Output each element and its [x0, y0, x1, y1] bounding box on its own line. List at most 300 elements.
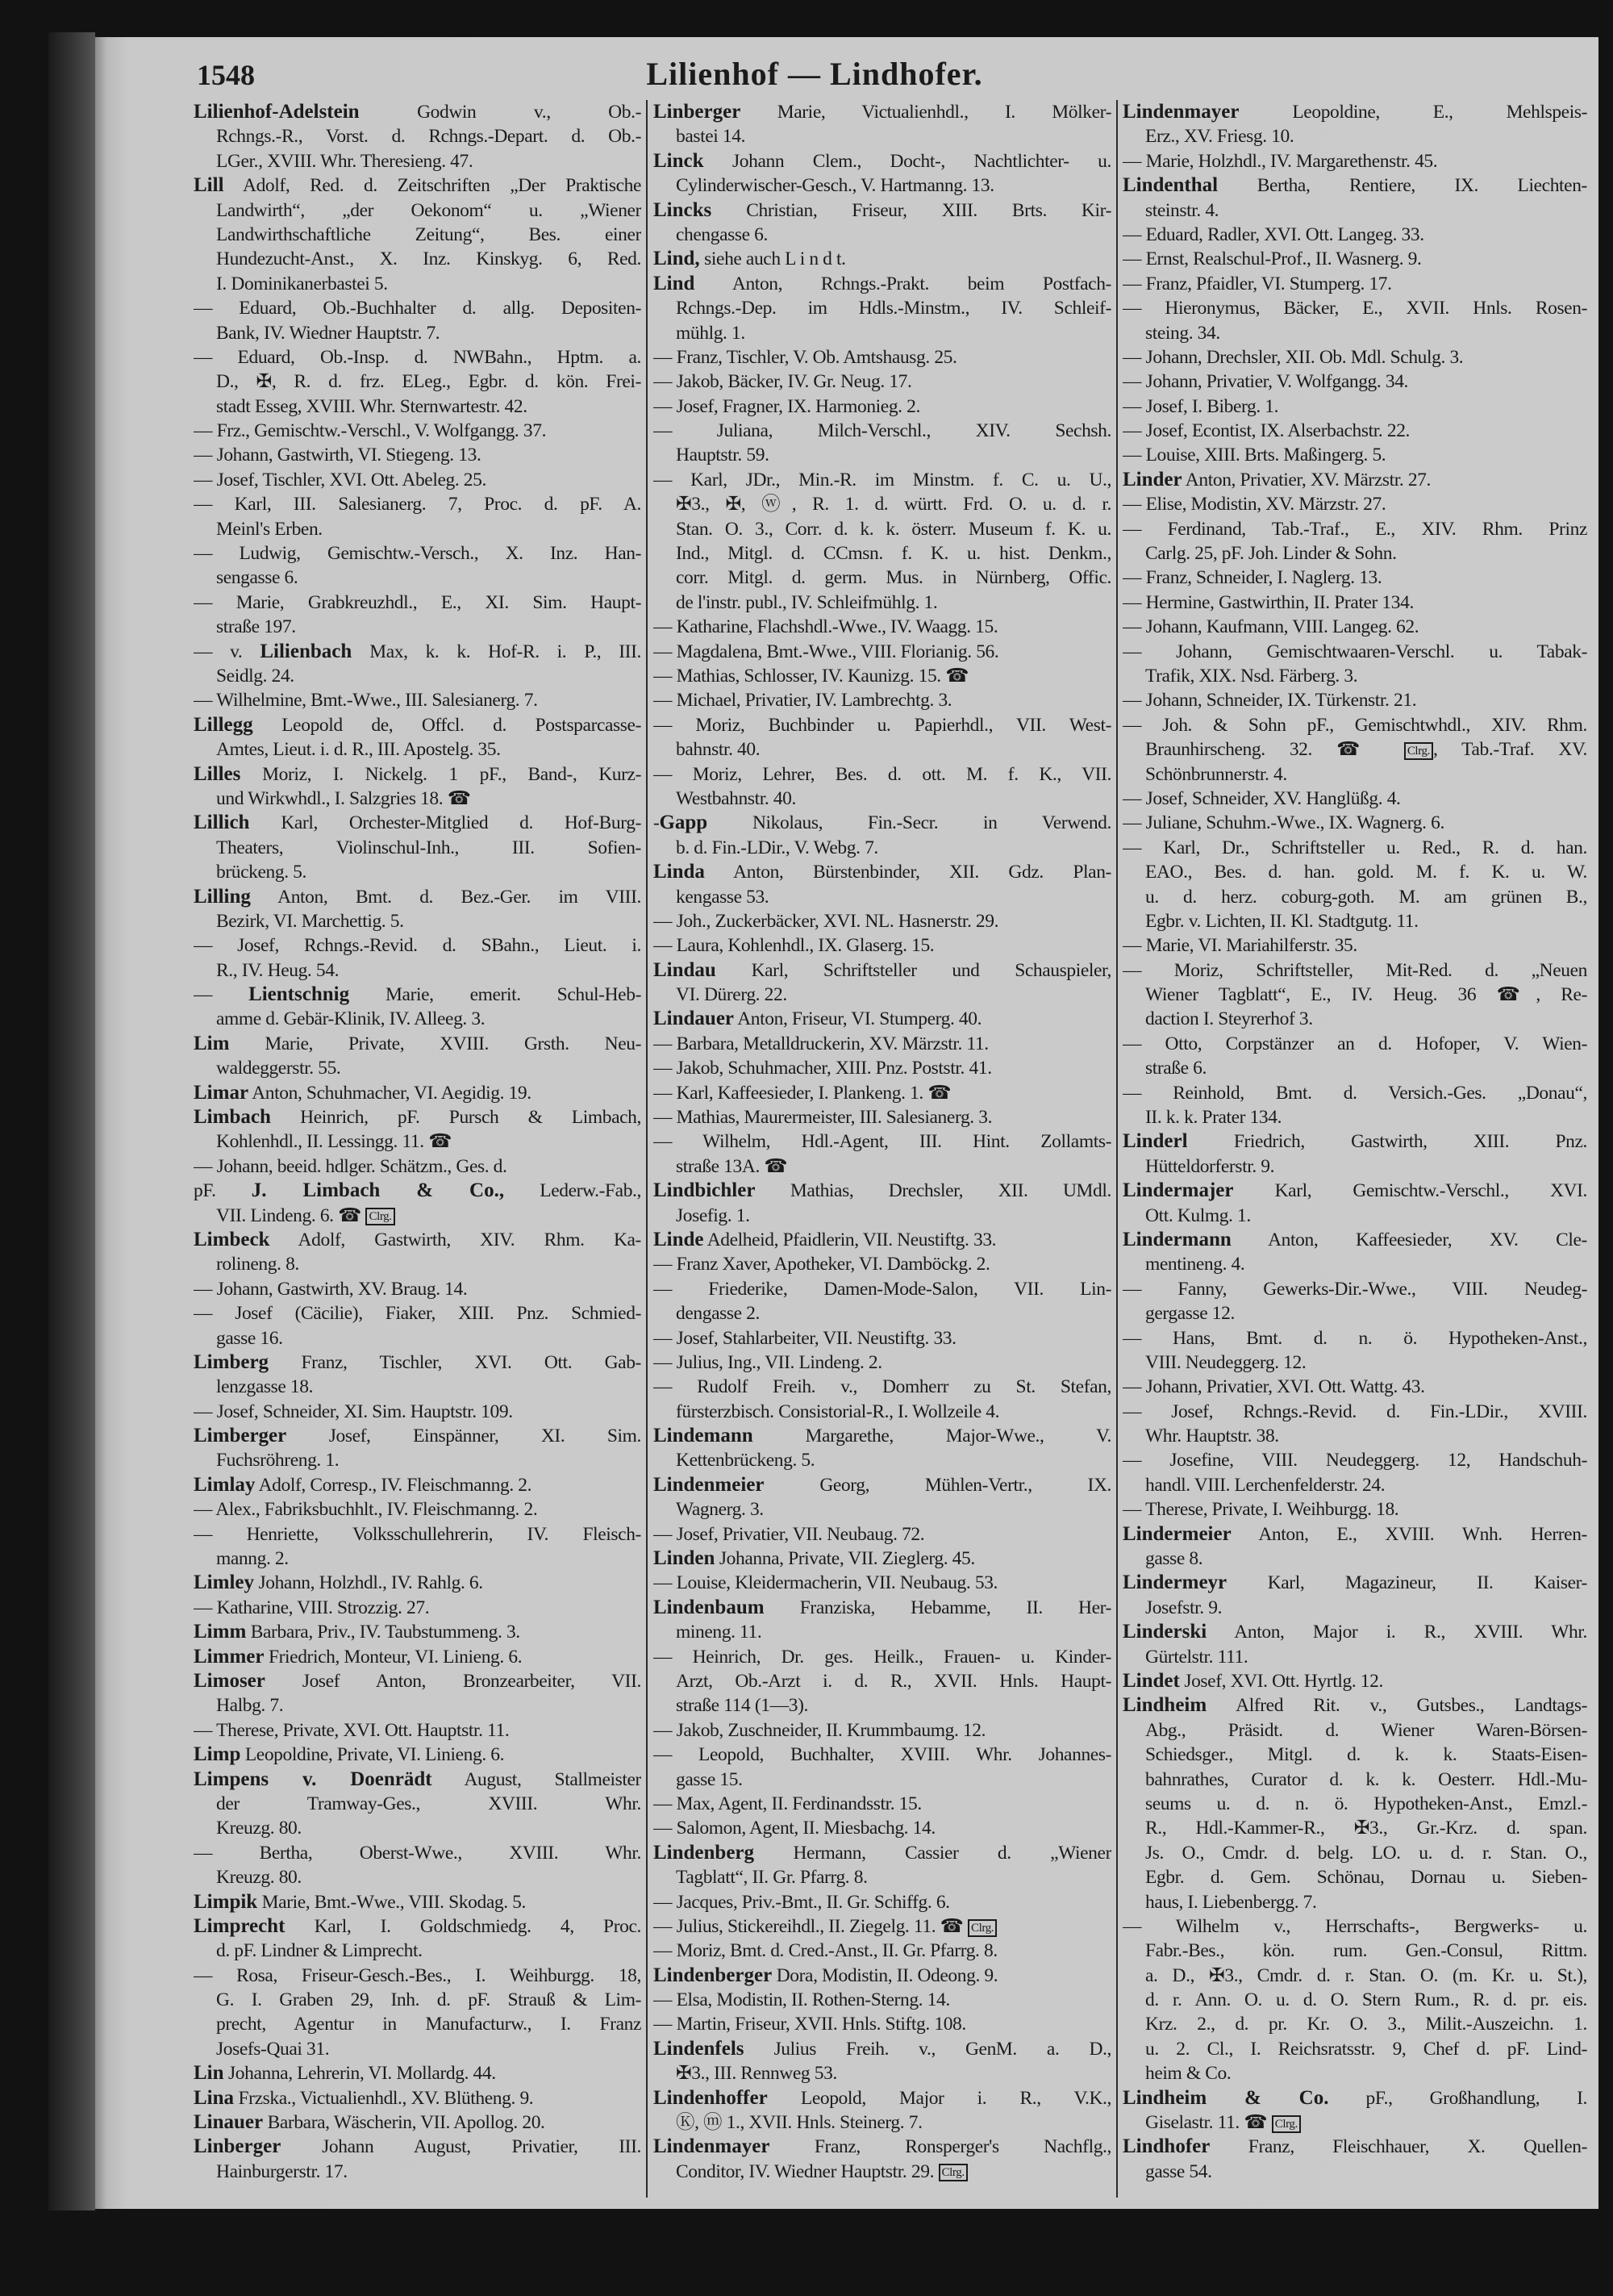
entry-line: — Louise, XIII. Brts. Maßingerg. 5.: [1123, 445, 1386, 466]
entry-line: [1123, 173, 1587, 198]
entry-line: [653, 1228, 1111, 1252]
entry-line: [194, 713, 641, 737]
column-divider: [646, 100, 648, 2198]
column-3: [1123, 100, 1587, 2184]
entry-continuation-line: bastei 14.: [676, 126, 746, 148]
column-divider: [1116, 100, 1118, 2198]
entry-name: Limpik: [194, 1890, 258, 1913]
entry-continuation-line: Arzt, Ob.-Arzt i. d. R., XVII. Hnls. Haupt-: [676, 1671, 1111, 1692]
entry-continuation-line: rolineng. 8.: [216, 1254, 299, 1275]
entry-text: Dora, Modistin, II. Odeong. 9.: [772, 1964, 998, 1986]
entry-continuation-line: Bank, IV. Wiedner Hauptstr. 7.: [216, 322, 440, 344]
entry-continuation-line: Fuchsröhreng. 1.: [216, 1450, 340, 1472]
entry-text: Marie, Private, XVIII. Grsth. Neu-: [229, 1033, 641, 1054]
entry-text: Georg, Mühlen-Vertr., IX.: [764, 1474, 1111, 1496]
entry-continuation-line: Wiener Tagblatt“, E., IV. Heug. 36 ☎, Re-: [1145, 984, 1587, 1006]
entry-line: — Katharine, Flachshdl.-Wwe., IV. Waagg. 15.: [653, 616, 998, 638]
entry-line: [194, 1743, 641, 1767]
entry-line: — Heinrich, Dr. ges. Heilk., Frauen- u. Kinder-: [653, 1646, 1111, 1668]
entry-line: [194, 885, 641, 909]
entry-name: Lim: [194, 1032, 230, 1054]
entry-continuation-line: und Wirkwhdl., I. Salzgries 18. ☎: [216, 787, 471, 809]
entry-continuation-line: Hainburgerstr. 17.: [216, 2160, 348, 2182]
column-1: [194, 100, 641, 2184]
entry-line: — Johann, Schneider, IX. Türkenstr. 21.: [1123, 690, 1417, 712]
entry-continuation-line: handl. VIII. Lerchenfelderstr. 24.: [1145, 1474, 1386, 1496]
entry-continuation-line: bahnstr. 40.: [676, 739, 761, 761]
entry-line: [653, 1547, 1111, 1571]
entry-line: [1123, 1620, 1587, 1644]
entry-continuation-line: Carlg. 25, pF. Joh. Linder & Sohn.: [1145, 543, 1397, 565]
entry-line: — Josef, Econtist, IX. Alserbachstr. 22.: [1123, 420, 1411, 442]
entry-line: [1123, 468, 1587, 492]
entry-line: [194, 762, 641, 787]
entry-continuation-line: Whr. Hauptstr. 38.: [1145, 1426, 1279, 1447]
entry-continuation-line: R., Hdl.-Kammer-R., ✠3., Gr.-Krz. d. span.: [1145, 1818, 1587, 1839]
entry-line: — Alex., Fabriksbuchhlt., IV. Fleischmanng. 2.: [194, 1499, 538, 1521]
entry-continuation-line: gasse 16.: [216, 1327, 283, 1349]
entry-name: Lindermeier: [1123, 1522, 1232, 1545]
entry-line: [653, 1007, 1111, 1031]
entry-line: — Julius, Stickereihdl., II. Ziegelg. 11. ☎ Clrg.: [653, 1914, 1111, 1939]
entry-line: — Johann, Gastwirth, VI. Stiegeng. 13.: [194, 445, 481, 466]
entry-text: Johann August, Privatier, III.: [281, 2136, 641, 2158]
entry-text: Leopold de, Offcl. d. Postsparcasse-: [252, 714, 641, 736]
entry-line: [194, 1424, 641, 1448]
entry-line: [194, 1179, 641, 1203]
entry-name: Lindenmayer: [653, 2135, 770, 2158]
entry-line: [194, 173, 641, 198]
entry-name: Linden: [653, 1547, 715, 1570]
entry-text: Franz, Ronsperger's Nachflg.,: [769, 2136, 1111, 2158]
entry-name: Lin: [194, 2062, 224, 2085]
entry-text: Anton, Privatier, XV. Märzstr. 27.: [1182, 469, 1432, 491]
entry-line: — Therese, Private, I. Weihburgg. 18.: [1123, 1499, 1399, 1521]
entry-line: [653, 811, 1111, 835]
entry-text: Johann, Holzhdl., IV. Rahlg. 6.: [254, 1572, 483, 1594]
entry-name: Lindenbaum: [653, 1596, 765, 1618]
entry-continuation-line: a. D., ✠3., Cmdr. d. r. Stan. O. (m. Kr. u. St.),: [1145, 1964, 1587, 1986]
entry-continuation-line: Hauptstr. 59.: [676, 445, 769, 466]
entry-line: — Hieronymus, Bäcker, E., XVII. Hnls. Rosen-: [1123, 298, 1587, 319]
entry-name: Limlay: [194, 1473, 256, 1496]
entry-text: Max, k. k. Hof-R. i. P., III.: [352, 641, 641, 662]
entry-text: Karl, Magazineur, II. Kaiser-: [1227, 1572, 1587, 1594]
entry-continuation-line: VIII. Neudeggerg. 12.: [1145, 1351, 1307, 1373]
clearing-badge: Clrg.: [1272, 2115, 1301, 2133]
entry-continuation-line: straße 13A. ☎: [676, 1155, 788, 1177]
entry-line: — Marie, VI. Mariahilferstr. 35.: [1123, 935, 1357, 957]
entry-continuation-line: Landwirth“, „der Oekonom“ u. „Wiener: [216, 199, 641, 221]
entry-name: Lindenmeier: [653, 1473, 765, 1496]
entry-continuation-line: b. d. Fin.-LDir., V. Webg. 7.: [676, 837, 878, 858]
entry-line: [1123, 1571, 1587, 1595]
entry-line: [653, 1179, 1111, 1203]
entry-text: Hermann, Cassier d. „Wiener: [754, 1842, 1111, 1864]
entry-continuation-line: Gürtelstr. 111.: [1145, 1646, 1248, 1668]
entry-continuation-line: Kreuzg. 80.: [216, 1818, 302, 1839]
entry-name: Lilienbach: [260, 640, 352, 662]
entry-line: — Franz, Pfaidler, VI. Stumperg. 17.: [1123, 273, 1392, 294]
entry-text: Friedrich, Gastwirth, XIII. Pnz.: [1187, 1131, 1587, 1153]
entry-continuation-line: Rchngs.-Dep. im Hdls.-Minstm., IV. Schleif-: [676, 298, 1111, 319]
entry-name: Lindauer: [653, 1008, 735, 1030]
entry-line: [194, 1768, 641, 1792]
entry-name: Lindau: [653, 958, 716, 981]
entry-continuation-line: der Tramway-Ges., XVIII. Whr.: [216, 1793, 641, 1814]
entry-name: Limpens v. Doenrädt: [194, 1768, 432, 1790]
entry-text: Marie, Bmt.-Wwe., VIII. Skodag. 5.: [257, 1891, 526, 1913]
entry-line: — Juliana, Milch-Verschl., XIV. Sechsh.: [653, 420, 1111, 442]
entry-line: — Karl, Kaffeesieder, I. Plankeng. 1. ☎: [653, 1082, 952, 1104]
entry-line: — Johann, Gemischtwaaren-Verschl. u. Tabak-: [1123, 641, 1587, 662]
entry-name: Lilienhof-Adelstein: [194, 101, 360, 123]
entry-continuation-line: Amtes, Lieut. i. d. R., III. Apostelg. 35.: [216, 739, 501, 761]
entry-continuation-line: steing. 34.: [1145, 322, 1220, 344]
entry-continuation-line: haus, I. Liebenbergg. 7.: [1145, 1891, 1317, 1913]
clearing-badge: Clrg.: [968, 1919, 997, 1937]
entry-line: [653, 198, 1111, 223]
entry-continuation-line: mühlg. 1.: [676, 322, 745, 344]
entry-name: Lindenberg: [653, 1841, 755, 1864]
entry-line: [194, 1350, 641, 1375]
entry-text: siehe auch L i n d t.: [699, 248, 846, 270]
entry-continuation-line: Hundezucht-Anst., X. Inz. Kinskyg. 6, Red.: [216, 248, 641, 270]
entry-line: [1123, 1669, 1587, 1693]
entry-line: [194, 2135, 641, 2159]
entry-text: Nikolaus, Fin.-Secr. in Verwend.: [707, 812, 1111, 834]
entry-line: — Max, Agent, II. Ferdinandsstr. 15.: [653, 1793, 922, 1814]
entry-line: — Marie, Holzhdl., IV. Margarethenstr. 45.: [1123, 150, 1438, 172]
entry-continuation-line: stadt Esseg, XVIII. Whr. Sternwartestr. 42.: [216, 395, 527, 417]
entry-name: Limberg: [194, 1350, 269, 1373]
page-title: Lilienhof — Lindhofer.: [646, 56, 983, 92]
entry-name: Limp: [194, 1743, 241, 1766]
entry-continuation-line: dengasse 2.: [676, 1303, 760, 1325]
entry-text: Moriz, I. Nickelg. 1 pF., Band-, Kurz-: [240, 763, 641, 785]
entry-line: — Louise, Kleidermacherin, VII. Neubaug. 53.: [653, 1572, 998, 1594]
entry-continuation-line: Ⓚ, ⓜ 1., XVII. Hnls. Steinerg. 7.: [676, 2112, 923, 2134]
entry-continuation-line: Fabr.-Bes., kön. rum. Gen.-Consul, Rittm.: [1145, 1940, 1587, 1962]
entry-continuation-line: chengasse 6.: [676, 223, 768, 245]
entry-line: [1123, 1179, 1587, 1203]
entry-line: — Johann, Privatier, V. Wolfgangg. 34.: [1123, 371, 1409, 393]
entry-line: [194, 1890, 641, 1914]
entry-text: Adolf, Gastwirth, XIV. Rhm. Ka-: [269, 1229, 641, 1250]
entry-line: [194, 2110, 641, 2135]
entry-line: — Fanny, Gewerks-Dir.-Wwe., VIII. Neudeg-: [1123, 1278, 1587, 1300]
entry-continuation-line: Bezirk, VI. Marchettig. 5.: [216, 910, 404, 932]
entry-name: Lindheim: [1123, 1694, 1207, 1717]
entry-line: — Ferdinand, Tab.-Traf., E., XIV. Rhm. Prinz: [1123, 518, 1587, 540]
entry-line: — Bertha, Oberst-Wwe., XVIII. Whr.: [194, 1842, 641, 1864]
entry-text: Barbara, Wäscherin, VII. Apollog. 20.: [263, 2112, 545, 2134]
entry-continuation-line: Conditor, IV. Wiedner Hauptstr. 29. Clrg.: [653, 2160, 1111, 2184]
entry-continuation-line: EAO., Bes. d. han. gold. M. f. K. u. W.: [1145, 862, 1587, 883]
entry-line: [1123, 2086, 1587, 2110]
entry-name: Lindet: [1123, 1670, 1180, 1692]
entry-name: Lindemann: [653, 1425, 753, 1447]
entry-line: — Eduard, Ob.-Insp. d. NWBahn., Hptm. a.: [194, 346, 641, 368]
entry-name: Linberger: [194, 2135, 281, 2158]
entry-name: J. Limbach & Co.,: [251, 1179, 505, 1202]
entry-line: [653, 149, 1111, 173]
entry-continuation-line: heim & Co.: [1145, 2063, 1232, 2085]
entry-continuation-line: ✠3., III. Rennweg 53.: [676, 2063, 837, 2085]
entry-name: Linder: [1123, 468, 1182, 491]
entry-continuation-line: G. I. Graben 29, Inh. d. pF. Strauß & Lim-: [216, 1989, 641, 2011]
entry-text: Anton, E., XVIII. Wnh. Herren-: [1231, 1523, 1587, 1545]
entry-continuation-line: sengasse 6.: [216, 567, 298, 589]
entry-name: Limoser: [194, 1670, 265, 1692]
entry-continuation-line: Kreuzg. 80.: [216, 1867, 302, 1889]
entry-text: Johanna, Lehrerin, VI. Mollardg. 44.: [223, 2063, 496, 2085]
entry-continuation-line: daction I. Steyrerhof 3.: [1145, 1008, 1313, 1030]
entry-line: [653, 2086, 1111, 2110]
entry-name: Linde: [653, 1228, 704, 1250]
entry-line: [653, 958, 1111, 983]
entry-line: [194, 1473, 641, 1497]
entry-line: — Jakob, Zuschneider, II. Krummbaumg. 12.: [653, 1719, 986, 1741]
entry-text: August, Stallmeister: [431, 1768, 641, 1790]
entry-text: —: [194, 984, 249, 1006]
entry-continuation-line: Westbahnstr. 40.: [676, 787, 797, 809]
entry-line: — Juliane, Schuhm.-Wwe., IX. Wagnerg. 6.: [1123, 812, 1444, 834]
entry-name: Lina: [194, 2086, 235, 2109]
entry-text: Johanna, Private, VII. Zieglerg. 45.: [715, 1548, 975, 1570]
entry-line: — Josef, Privatier, VII. Neubaug. 72.: [653, 1523, 925, 1545]
entry-text: Josef Anton, Bronzearbeiter, VII.: [265, 1671, 641, 1692]
entry-line: — Julius, Ing., VII. Lindeng. 2.: [653, 1351, 882, 1373]
entry-continuation-line: Erz., XV. Friesg. 10.: [1145, 126, 1294, 148]
entry-line: — Marie, Grabkreuzhdl., E., XI. Sim. Haupt-: [194, 591, 641, 613]
entry-name: Lindermann: [1123, 1228, 1232, 1250]
entry-line: — Hans, Bmt. d. n. ö. Hypotheken-Anst.,: [1123, 1327, 1587, 1349]
entry-continuation-line: Kettenbrückeng. 5.: [676, 1450, 815, 1472]
entry-line: — Josef, Fragner, IX. Harmonieg. 2.: [653, 395, 920, 417]
entry-continuation-line: gasse 54.: [1145, 2160, 1212, 2182]
entry-continuation-line: steinstr. 4.: [1145, 199, 1219, 221]
entry-continuation-line: waldeggerstr. 55.: [216, 1058, 341, 1079]
entry-line: — Laura, Kohlenhdl., IX. Glaserg. 15.: [653, 935, 935, 957]
entry-continuation-line: Ott. Kulmg. 1.: [1145, 1204, 1251, 1226]
entry-line: [194, 640, 641, 664]
entry-line: — Josef (Cäcilie), Fiaker, XIII. Pnz. Schmied-: [194, 1303, 641, 1325]
entry-name: Lindheim & Co.: [1123, 2086, 1329, 2109]
entry-continuation-line: straße 6.: [1145, 1058, 1207, 1079]
entry-line: [194, 1081, 641, 1105]
entry-line: — Jakob, Bäcker, IV. Gr. Neug. 17.: [653, 371, 912, 393]
entry-continuation-line: brückeng. 5.: [216, 862, 307, 883]
entry-text: Leopoldine, E., Mehlspeis-: [1239, 102, 1587, 123]
entry-name: Limley: [194, 1572, 254, 1594]
entry-name: Lilling: [194, 885, 251, 908]
entry-continuation-line: mineng. 11.: [676, 1622, 762, 1643]
entry-line: — Frz., Gemischtw.-Verschl., V. Wolfgangg. 37.: [194, 420, 547, 442]
entry-line: — Jacques, Priv.-Bmt., II. Gr. Schiffg. 6.: [653, 1891, 950, 1913]
entry-continuation-line: Seidlg. 24.: [216, 665, 294, 687]
entry-line: — Moriz, Bmt. d. Cred.-Anst., II. Gr. Pfarrg. 8.: [653, 1940, 998, 1962]
entry-text: Josef, XVI. Ott. Hyrtlg. 12.: [1179, 1671, 1383, 1692]
entry-name: Lindenmayer: [1123, 101, 1240, 123]
entry-line: [194, 811, 641, 835]
entry-line: — Josef, Tischler, XVI. Ott. Abeleg. 25.: [194, 469, 486, 491]
entry-line: — Rosa, Friseur-Gesch.-Bes., I. Weihburgg. 18,: [194, 1964, 641, 1986]
entry-name: Limprecht: [194, 1914, 286, 1937]
entry-continuation-line: Theaters, Violinschul-Inh., III. Sofien-: [216, 837, 641, 858]
entry-line: — Ludwig, Gemischtw.-Versch., X. Inz. Han-: [194, 543, 641, 565]
entry-name: Lindhofer: [1123, 2135, 1211, 2158]
entry-line: [194, 1105, 641, 1129]
entry-continuation-line: Landwirthschaftliche Zeitung“, Bes. einer: [216, 223, 641, 245]
entry-continuation-line: Halbg. 7.: [216, 1695, 284, 1717]
entry-line: [653, 1964, 1111, 1988]
entry-name: Linderl: [1123, 1130, 1188, 1153]
entry-line: [653, 1841, 1111, 1865]
entry-line: — Johann, beeid. hdlger. Schätzm., Ges. d.: [194, 1155, 507, 1177]
entry-text: Marie, Victualienhdl., I. Mölker-: [740, 102, 1111, 123]
entry-line: — Reinhold, Bmt. d. Versich.-Ges. „Donau“,: [1123, 1082, 1587, 1104]
entry-continuation-line: Giselastr. 11. ☎ Clrg.: [1123, 2110, 1587, 2135]
entry-line: [653, 2037, 1111, 2061]
entry-line: [653, 2135, 1111, 2159]
entry-line: — Elise, Modistin, XV. Märzstr. 27.: [1123, 494, 1386, 516]
entry-line: — Magdalena, Bmt.-Wwe., VIII. Florianig. 56.: [653, 641, 999, 662]
entry-line: — Therese, Private, XVI. Ott. Hauptstr. 11.: [194, 1719, 510, 1741]
entry-continuation-line: Tagblatt“, II. Gr. Pfarrg. 8.: [676, 1867, 868, 1889]
entry-name: Linck: [653, 149, 704, 172]
entry-continuation-line: Trafik, XIX. Nsd. Färberg. 3.: [1145, 665, 1358, 687]
entry-text: Bertha, Rentiere, IX. Liechten-: [1218, 175, 1587, 197]
entry-text: Marie, emerit. Schul-Heb-: [349, 984, 641, 1006]
entry-name: Lindenberger: [653, 1964, 773, 1986]
entry-name: Limbeck: [194, 1228, 270, 1250]
entry-line: — Michael, Privatier, IV. Lambrechtg. 3.: [653, 690, 952, 712]
entry-continuation-line: amme d. Gebär-Klinik, IV. Alleeg. 3.: [216, 1008, 486, 1030]
entry-continuation-line: fürsterzbisch. Consistorial-R., I. Wollzeile 4.: [676, 1401, 1000, 1422]
entry-name: Limbach: [194, 1106, 271, 1129]
entry-text: Johann Clem., Docht-, Nachtlichter- u.: [703, 150, 1111, 172]
entry-continuation-line: u. d. herz. coburg-goth. M. am grünen B.,: [1145, 886, 1587, 908]
entry-line: — Hermine, Gastwirthin, II. Prater 134.: [1123, 591, 1414, 613]
entry-text: — v.: [194, 641, 260, 662]
entry-name: Linderski: [1123, 1621, 1207, 1643]
entry-continuation-line: straße 197.: [216, 616, 296, 638]
entry-line: — Franz Xaver, Apotheker, VI. Damböckg. 2.: [653, 1254, 990, 1275]
entry-line: — Elsa, Modistin, II. Rothen-Sterng. 14.: [653, 1989, 950, 2011]
entry-continuation-line: Ind., Mitgl. d. CCmsn. f. K. u. hist. Denkm.,: [676, 543, 1111, 565]
entry-line: [194, 1032, 641, 1056]
entry-line: — Franz, Tischler, V. Ob. Amtshausg. 25.: [653, 346, 957, 368]
entry-line: — Wilhelmine, Bmt.-Wwe., III. Salesianerg. 7.: [194, 690, 538, 712]
entry-line: [194, 983, 641, 1007]
entry-line: — Karl, III. Salesianerg. 7, Proc. d. pF. A.: [194, 494, 641, 516]
entry-text: Friedrich, Monteur, VI. Linieng. 6.: [264, 1646, 523, 1668]
entry-text: Karl, I. Goldschmiedg. 4, Proc.: [285, 1915, 641, 1937]
entry-name: Linberger: [653, 101, 741, 123]
entry-line: — Eduard, Radler, XVI. Ott. Langeg. 33.: [1123, 223, 1424, 245]
entry-line: — Wilhelm, Hdl.-Agent, III. Hint. Zollamts-: [653, 1131, 1111, 1153]
entry-continuation-line: Josefs-Quai 31.: [216, 2038, 330, 2060]
entry-continuation-line: LGer., XVIII. Whr. Theresieng. 47.: [216, 150, 473, 172]
entry-continuation-line: Abg., Präsidt. d. Wiener Waren-Börsen-: [1145, 1719, 1587, 1741]
entry-line: [653, 100, 1111, 124]
entry-text: pF.: [194, 1180, 252, 1202]
entry-line: — Eduard, Ob.-Buchhalter d. allg. Depositen-: [194, 298, 641, 319]
entry-name: Linda: [653, 861, 705, 883]
entry-continuation-line: d. r. Ann. O. u. d. O. Stern Rum., R. d. pr. eis.: [1145, 1989, 1587, 2011]
entry-name: Lill: [194, 174, 224, 197]
entry-text: Christian, Friseur, XIII. Brts. Kir-: [711, 199, 1111, 221]
clearing-badge: Clrg.: [939, 2164, 968, 2181]
entry-continuation-line: ✠3., ✠, ⓦ, R. 1. d. württ. Frd. O. u. d. r.: [676, 494, 1111, 516]
entry-line: — Mathias, Maurermeister, III. Salesianerg. 3.: [653, 1107, 993, 1129]
entry-text: Anton, Kaffeesieder, XV. Cle-: [1231, 1229, 1587, 1250]
entry-line: [1123, 1522, 1587, 1547]
entry-line: — Mathias, Schlosser, IV. Kaunizg. 15. ☎: [653, 665, 969, 687]
entry-line: — Karl, Dr., Schriftsteller u. Red., R. d. han.: [1123, 837, 1587, 858]
entry-line: — Barbara, Metalldruckerin, XV. Märzstr. 11.: [653, 1033, 989, 1054]
entry-name: Lientschnig: [248, 983, 350, 1006]
entry-line: [1123, 1228, 1587, 1252]
entry-line: — Johann, Privatier, XVI. Ott. Wattg. 43.: [1123, 1376, 1425, 1398]
entry-text: Anton, Major i. R., XVIII. Whr.: [1207, 1622, 1587, 1643]
entry-continuation-line: Js. O., Cmdr. d. belg. LO. u. d. r. Stan. O.,: [1145, 1842, 1587, 1864]
entry-continuation-line: u. 2. Cl., I. Reichsratsstr. 9, Chef d. pF. Lind-: [1145, 2038, 1587, 2060]
entry-continuation-line: precht, Agentur in Manufacturw., I. Franz: [216, 2014, 641, 2035]
entry-continuation-line: lenzgasse 18.: [216, 1376, 314, 1398]
entry-name: Linauer: [194, 2111, 264, 2134]
entry-line: [194, 2061, 641, 2085]
entry-line: — Franz, Schneider, I. Naglerg. 13.: [1123, 567, 1382, 589]
entry-text: Anton, Rchngs.-Prakt. beim Postfach-: [694, 273, 1111, 294]
entry-line: — Johann, Kaufmann, VIII. Langeg. 62.: [1123, 616, 1419, 638]
entry-text: Mathias, Drechsler, XII. UMdl.: [755, 1180, 1111, 1202]
entry-line: [194, 1228, 641, 1252]
entry-line: [194, 1645, 641, 1669]
entry-continuation-line: Egbr. v. Lichten, II. Kl. Stadtgutg. 11.: [1145, 910, 1419, 932]
entry-continuation-line: bahnrathes, Curator d. k. k. Oesterr. Hdl.-Mu-: [1145, 1768, 1587, 1790]
entry-name: Lillegg: [194, 713, 253, 736]
entry-continuation-line: Josefstr. 9.: [1145, 1597, 1223, 1618]
column-2: [653, 100, 1111, 2184]
entry-line: [1123, 1693, 1587, 1718]
entry-text: Adelheid, Pfaidlerin, VII. Neustiftg. 33.: [703, 1229, 997, 1250]
entry-line: — Josef, Rchngs.-Revid. d. Fin.-LDir., XVIII.: [1123, 1401, 1587, 1422]
entry-line: — Wilhelm v., Herrschafts-, Bergwerks- u.: [1123, 1915, 1587, 1937]
entry-line: — Jakob, Schuhmacher, XIII. Pnz. Poststr. 41.: [653, 1058, 992, 1079]
entry-continuation-line: mentineng. 4.: [1145, 1254, 1245, 1275]
entry-text: Franz, Fleischhauer, X. Quellen-: [1210, 2136, 1587, 2158]
entry-text: Frzska., Victualienhdl., XV. Blütheng. 9.: [234, 2087, 534, 2109]
entry-text: Anton, Schuhmacher, VI. Aegidig. 19.: [248, 1082, 531, 1104]
entry-name: Lind: [653, 272, 695, 294]
entry-text: Leopoldine, Private, VI. Linieng. 6.: [240, 1744, 505, 1766]
entry-line: — Josef, Rchngs.-Revid. d. SBahn., Lieut. i.: [194, 935, 641, 957]
entry-line: [194, 1914, 641, 1939]
entry-name: Lincks: [653, 198, 712, 221]
entry-continuation-line: d. pF. Lindner & Limprecht.: [216, 1940, 423, 1962]
entry-name: Lindermajer: [1123, 1179, 1234, 1202]
entry-name: Lindenhoffer: [653, 2086, 768, 2109]
entry-line: [194, 2086, 641, 2110]
entry-continuation-line: Braunhirscheng. 32. ☎ Clrg. , Tab.-Traf. XV.: [1145, 739, 1587, 761]
entry-text: Margarethe, Major-Wwe., V.: [752, 1426, 1111, 1447]
entry-line: [1123, 1129, 1587, 1154]
entry-continuation-line: gasse 15.: [676, 1768, 743, 1790]
entry-line: — Joh., Zuckerbäcker, XVI. NL. Hasnerstr. 29.: [653, 910, 999, 932]
entry-line: — Martin, Friseur, XVII. Hnls. Stiftg. 108.: [653, 2014, 966, 2035]
